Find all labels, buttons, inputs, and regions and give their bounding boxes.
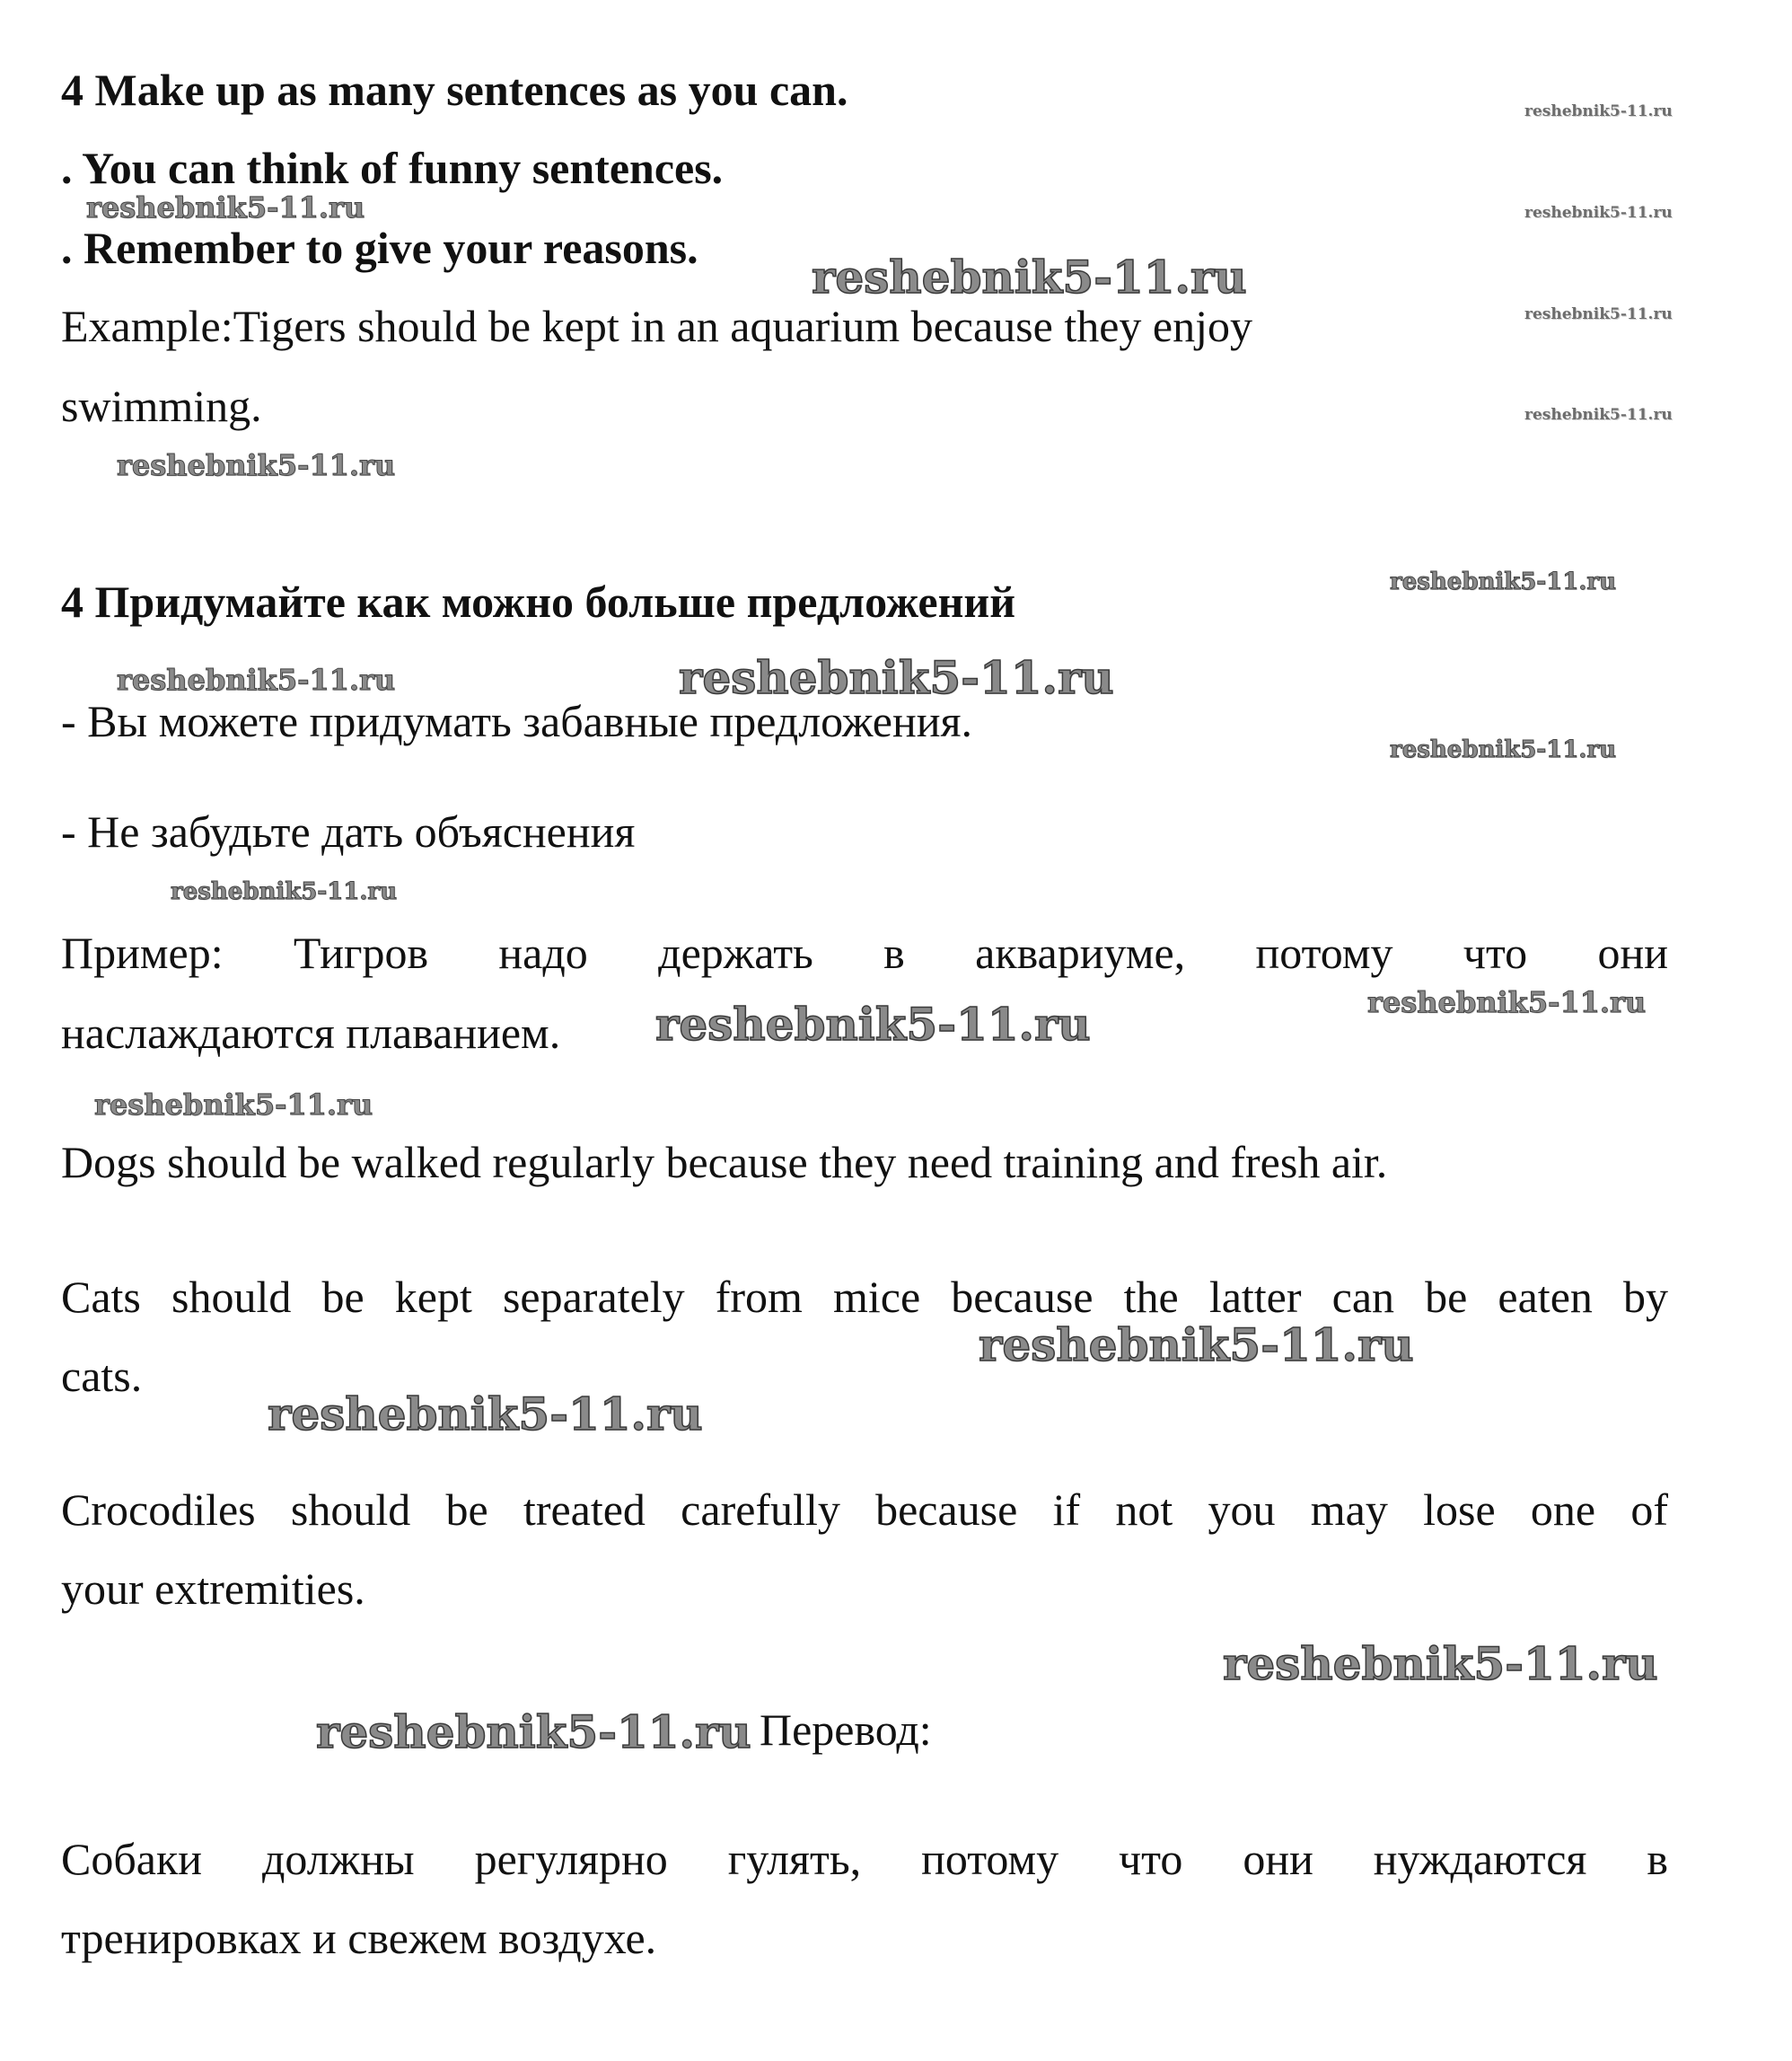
watermark: reshebnik5-11.ru: [655, 998, 1091, 1051]
translation-ru-line1: Собаки должны регулярно гулять, потому что они нуждаются в: [61, 1834, 1668, 1884]
watermark: reshebnik5-11.ru: [94, 1088, 373, 1122]
watermark: reshebnik5-11.ru: [1524, 305, 1673, 323]
watermark: reshebnik5-11.ru: [679, 651, 1114, 704]
watermark: reshebnik5-11.ru: [316, 1705, 751, 1758]
translation-ru-line2: тренировках и свежем воздухе.: [61, 1913, 657, 1963]
task-instruction-reasons: . Remember to give your reasons.: [61, 223, 698, 273]
watermark: reshebnik5-11.ru: [979, 1318, 1414, 1371]
answer-crocodiles-line1: Crocodiles should be treated carefully because if not you may lose one of: [61, 1484, 1668, 1535]
task-heading-ru: 4 Придумайте как можно больше предложений: [61, 577, 1016, 627]
watermark: reshebnik5-11.ru: [86, 190, 365, 225]
watermark: reshebnik5-11.ru: [171, 878, 398, 905]
answer-dogs: Dogs should be walked regularly because they need training and fresh air.: [61, 1137, 1388, 1187]
watermark: reshebnik5-11.ru: [117, 448, 396, 482]
watermark: reshebnik5-11.ru: [1524, 102, 1673, 120]
answer-cats-line1: Cats should be kept separately from mice because the latter can be eaten by: [61, 1272, 1668, 1322]
translation-label: Перевод:: [760, 1704, 932, 1755]
watermark: reshebnik5-11.ru: [117, 663, 396, 697]
example-en-line1: Example:Tigers should be kept in an aquarium because they enjoy: [61, 301, 1253, 351]
task-instruction-funny: . You can think of funny sentences.: [61, 143, 724, 193]
example-ru-line2: наслаждаются плаванием.: [61, 1008, 561, 1058]
answer-crocodiles-line2: your extremities.: [61, 1563, 365, 1614]
watermark: reshebnik5-11.ru: [1367, 985, 1647, 1019]
answer-cats-line2: cats.: [61, 1351, 143, 1401]
watermark: reshebnik5-11.ru: [268, 1387, 703, 1440]
watermark: reshebnik5-11.ru: [1524, 204, 1673, 222]
bullet-ru-funny: - Вы можете придумать забавные предложения.: [61, 696, 973, 746]
watermark: reshebnik5-11.ru: [1390, 568, 1617, 595]
task-heading-en: 4 Make up as many sentences as you can.: [61, 65, 848, 115]
example-en-line2: swimming.: [61, 381, 262, 431]
watermark: reshebnik5-11.ru: [1223, 1637, 1658, 1690]
watermark: reshebnik5-11.ru: [1524, 406, 1673, 424]
watermark: reshebnik5-11.ru: [1390, 736, 1617, 763]
example-ru-line1: Пример: Тигров надо держать в аквариуме, потому что они: [61, 928, 1668, 978]
bullet-ru-reasons: - Не забудьте дать объяснения: [61, 806, 636, 857]
watermark: reshebnik5-11.ru: [812, 251, 1247, 304]
